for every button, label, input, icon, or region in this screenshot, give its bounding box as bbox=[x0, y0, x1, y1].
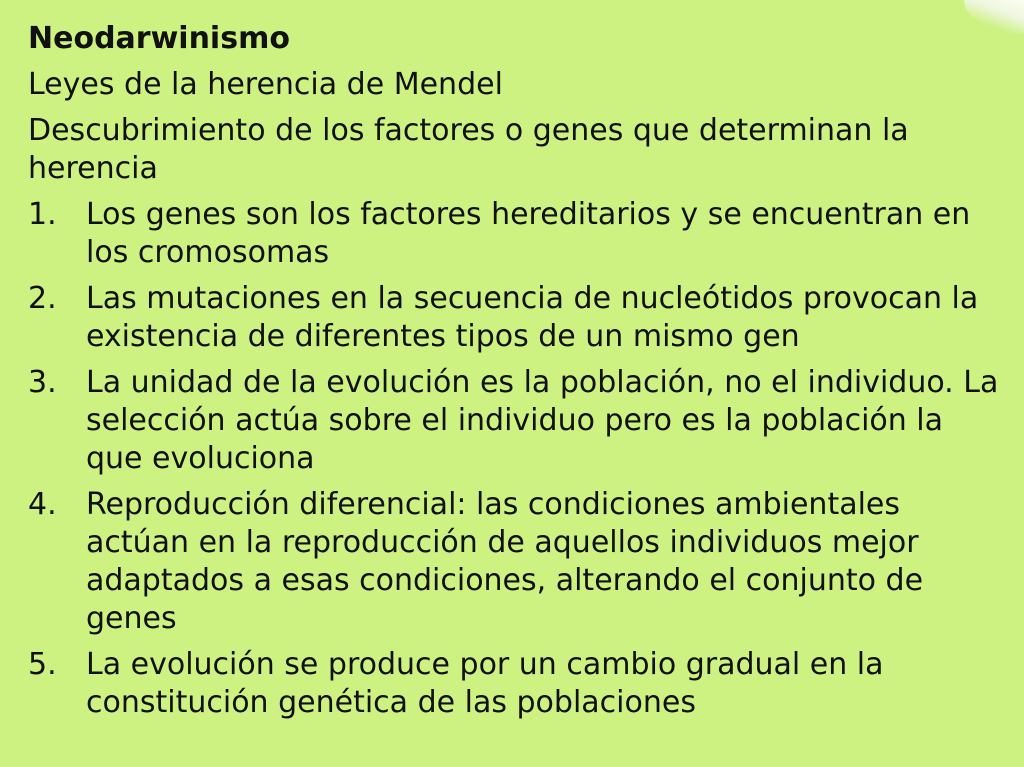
list-item-text: Los genes son los factores hereditarios y se encuentran en los cromosomas bbox=[86, 197, 971, 270]
list-item-text: Las mutaciones en la secuencia de nucleótidos provocan la existencia de diferentes tipos de un mismo gen bbox=[86, 281, 979, 354]
slide-content bbox=[28, 20, 1003, 730]
list-item bbox=[28, 196, 1003, 272]
list-item-number: 3. bbox=[28, 365, 57, 400]
numbered-list bbox=[28, 196, 1003, 722]
list-item bbox=[28, 646, 1003, 722]
list-item bbox=[28, 280, 1003, 356]
list-item-text: Reproducción diferencial: las condiciones ambientales actúan en la reproducción de aquellos individuos mejor adaptados a esas condiciones, alterando el conjunto de genes bbox=[86, 487, 924, 636]
slide-title: Neodarwinismo bbox=[28, 21, 290, 56]
list-item-text: La evolución se produce por un cambio gradual en la constitución genética de las poblaciones bbox=[86, 647, 884, 720]
list-item bbox=[28, 486, 1003, 638]
intro-line-mendel: Leyes de la herencia de Mendel bbox=[28, 67, 503, 102]
list-item-number: 2. bbox=[28, 281, 57, 316]
list-item-text: La unidad de la evolución es la población, no el individuo. La selección actúa sobre el individuo pero es la población la que evoluciona bbox=[86, 365, 999, 476]
list-item-number: 5. bbox=[28, 647, 57, 682]
intro-line-genes: Descubrimiento de los factores o genes que determinan la herencia bbox=[28, 113, 909, 186]
list-item-number: 1. bbox=[28, 197, 57, 232]
list-item-number: 4. bbox=[28, 487, 57, 522]
list-item bbox=[28, 364, 1003, 478]
